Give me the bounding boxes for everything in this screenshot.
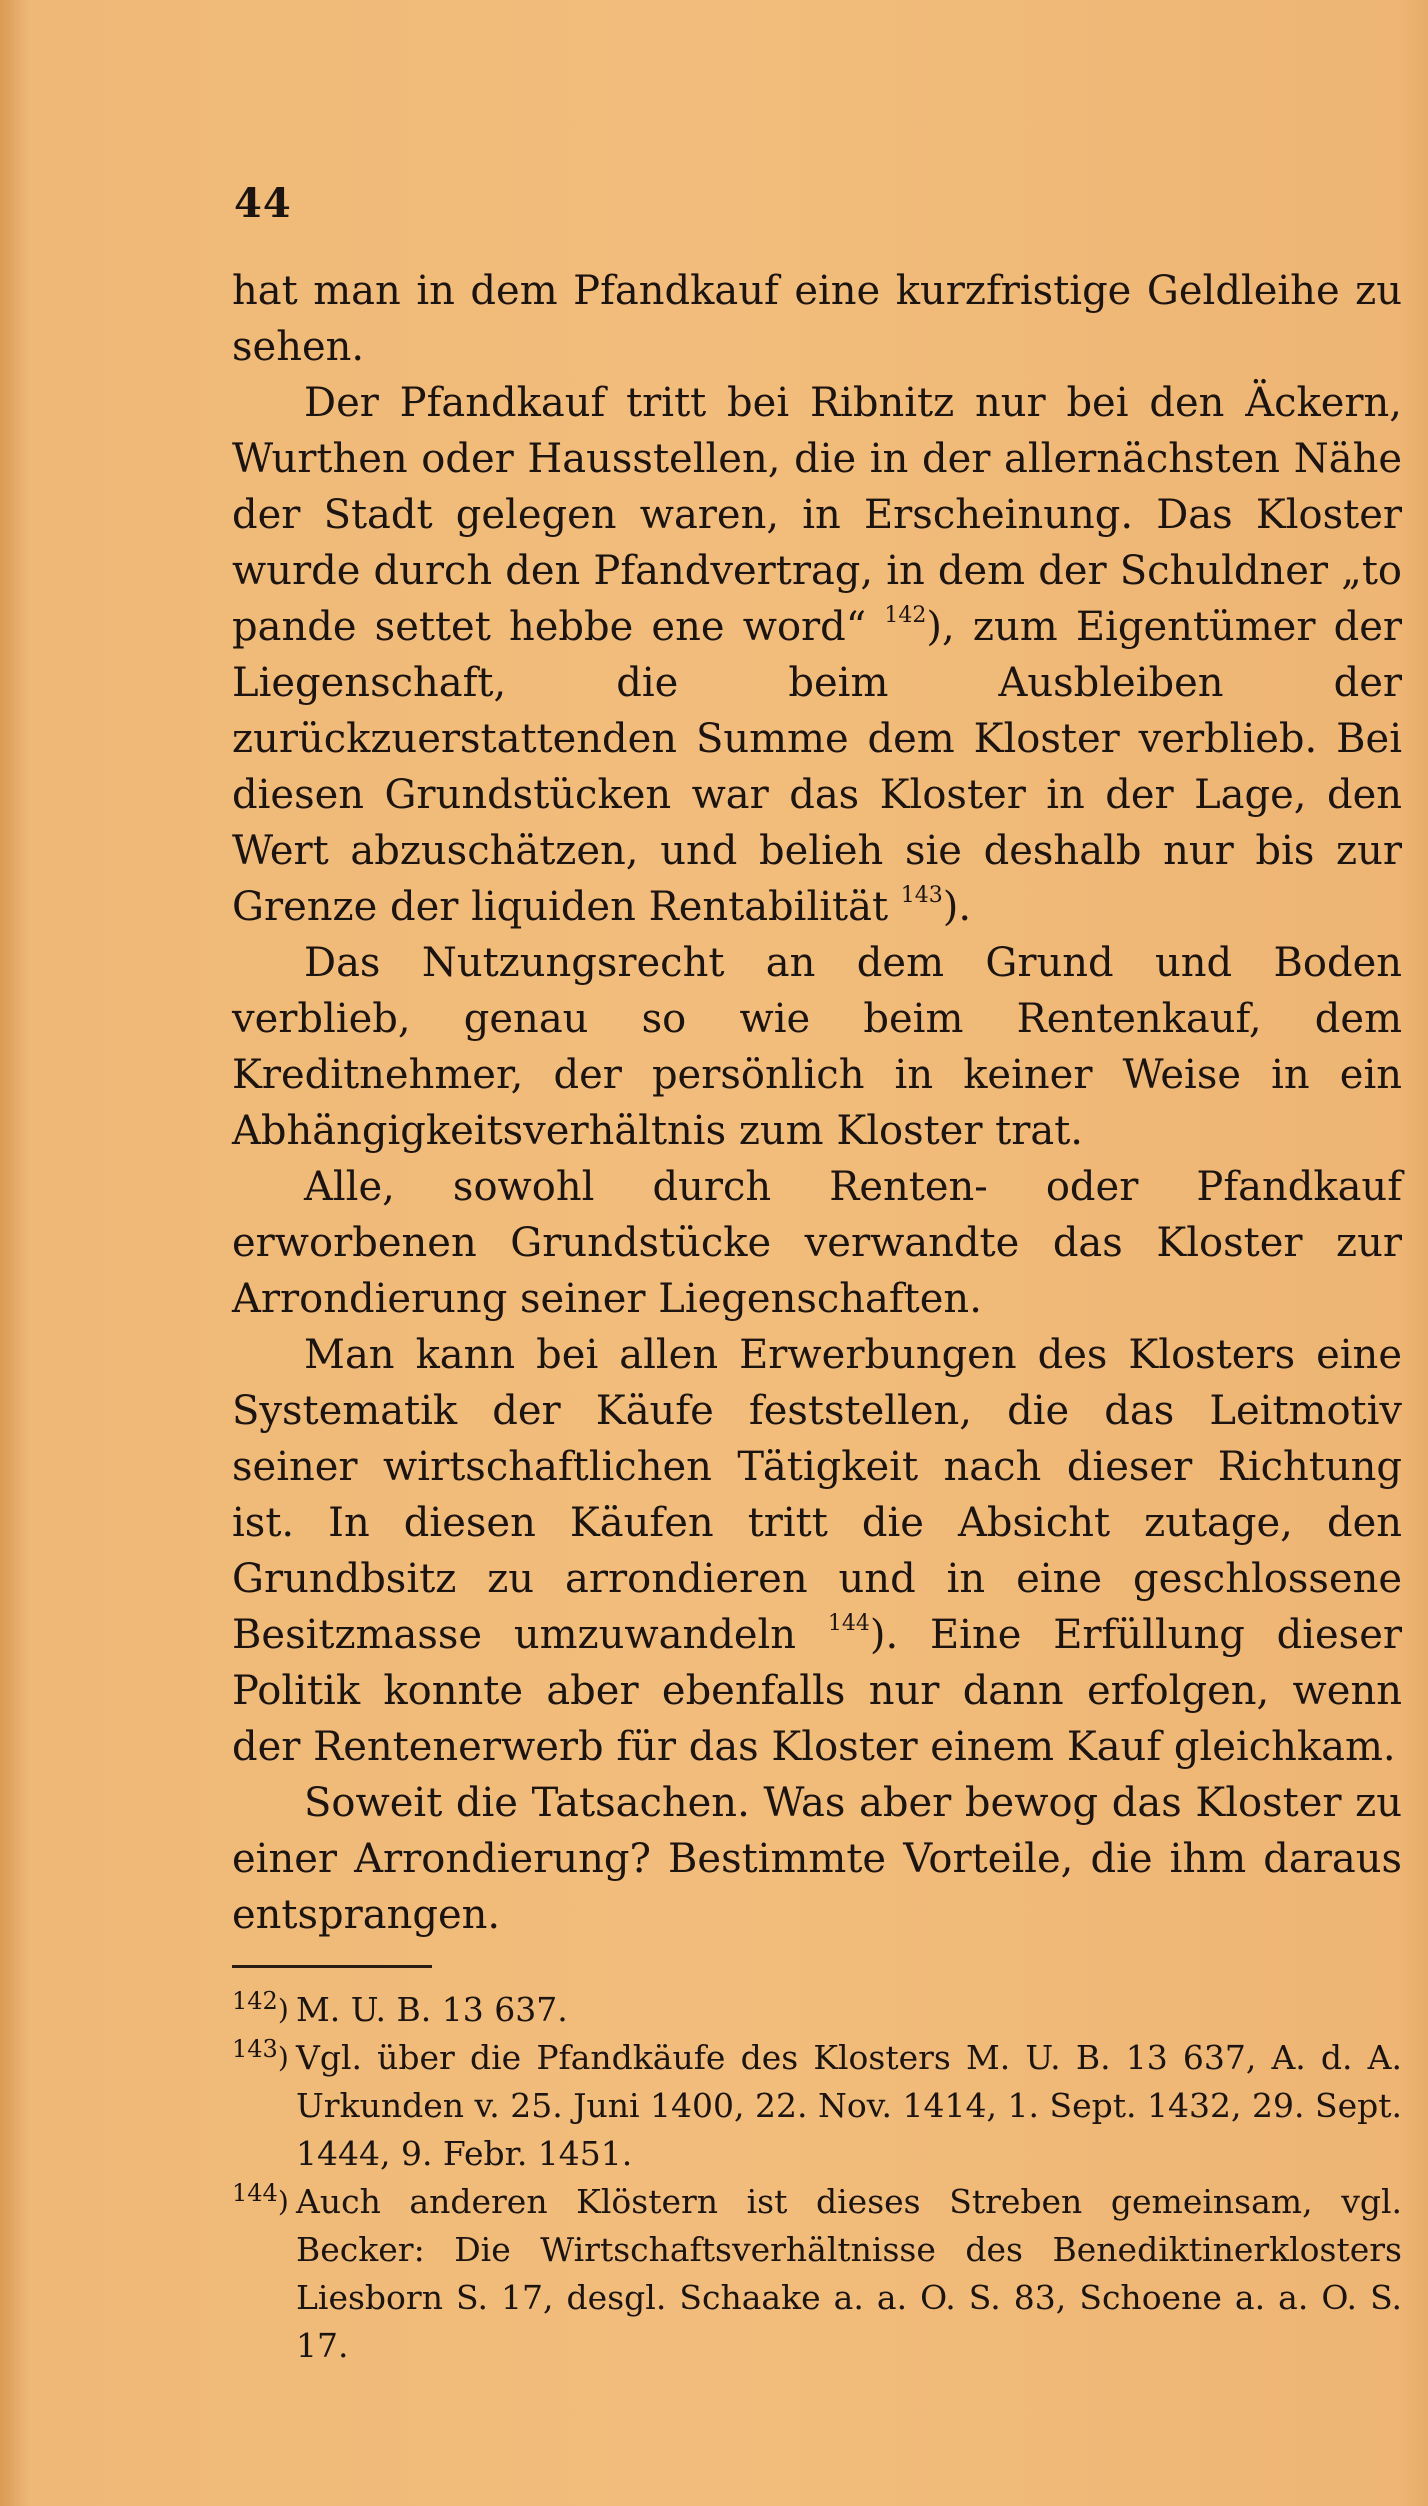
footnote-marker-number: 144: [232, 2179, 278, 2207]
footnote-ref-143[interactable]: 143: [900, 883, 943, 908]
paragraph-text: Der Pfandkauf tritt bei Ribnitz nur bei den Äckern, Wurthen oder Hausstellen, die in der allernächsten Nähe der Stadt gelegen waren, in Erscheinung. Das Kloster wurde durch den Pfandvertrag, in dem der Schuldner „to pande settet hebbe ene word“: [232, 380, 1402, 650]
paragraph-1: [232, 263, 1402, 375]
footnote-marker-number: 143: [232, 2035, 278, 2063]
footnote-text: Vgl. über die Pfandkäufe des Klosters M. U. B. 13 637, A. d. A. Urkunden v. 25. Juni 1400, 22. Nov. 1414, 1. Sept. 1432, 29. Sept. 1444, 9. Febr. 1451.: [296, 2038, 1402, 2173]
footnote-142: [232, 1986, 1402, 2034]
paragraph-text: hat man in dem Pfandkauf eine kurzfristige Geldleihe zu sehen.: [232, 268, 1402, 370]
footnote-marker: $^{143}$): [232, 2035, 289, 2074]
footnote-ref-144[interactable]: 144: [827, 1611, 870, 1636]
paragraph-5: [232, 1327, 1402, 1775]
footnote-text: Auch anderen Klöstern ist dieses Streben gemeinsam, vgl. Becker: Die Wirtschaftsverhältnisse des Benediktinerklosters Liesborn S. 17, desgl. Schaake a. a. O. S. 83, Schoene a. a. O. S. 17.: [296, 2182, 1402, 2365]
footnote-text: M. U. B. 13 637.: [296, 1990, 568, 2029]
paragraph-4: [232, 1159, 1402, 1327]
footnote-ref-142[interactable]: 142: [884, 603, 927, 628]
paragraph-3: [232, 935, 1402, 1159]
footnote-divider: [232, 1965, 432, 1968]
footnote-marker: $^{142}$): [232, 1987, 289, 2026]
paragraph-2: [232, 375, 1402, 935]
footnote-marker: $^{144}$): [232, 2179, 289, 2218]
book-page: [232, 180, 1402, 2370]
paragraph-6: [232, 1775, 1402, 1943]
footnote-marker-number: 142: [232, 1987, 278, 2015]
paragraph-text: Soweit die Tatsachen. Was aber bewog das Kloster zu einer Arrondierung? Bestimmte Vorteile, die ihm daraus entsprangen.: [232, 1780, 1402, 1938]
paragraph-text: ). Eine Erfüllung dieser Politik konnte aber ebenfalls nur dann erfolgen, wenn der Rentenerwerb für das Kloster einem Kauf gleichkam.: [232, 1612, 1402, 1770]
paragraph-text: Das Nutzungsrecht an dem Grund und Boden verblieb, genau so wie beim Rentenkauf, dem Kreditnehmer, der persönlich in keiner Weise in ein Abhängigkeitsverhältnis zum Kloster trat.: [232, 940, 1402, 1154]
footnote-144: [232, 2178, 1402, 2370]
paragraph-text: ).: [942, 884, 972, 930]
page-number: 44: [234, 180, 292, 227]
footnote-143: [232, 2034, 1402, 2178]
paragraph-text: Alle, sowohl durch Renten- oder Pfandkauf erworbenen Grundstücke verwandte das Kloster zur Arrondierung seiner Liegenschaften.: [232, 1164, 1402, 1322]
paragraph-text: ), zum Eigentümer der Liegenschaft, die beim Ausbleiben der zurückzuerstattenden Summe dem Kloster verblieb. Bei diesen Grundstücken war das Kloster in der Lage, den Wert abzuschätzen, und belieh sie deshalb nur bis zur Grenze der liquiden Rentabilität: [232, 604, 1403, 930]
paragraph-text: Man kann bei allen Erwerbungen des Klosters eine Systematik der Käufe feststellen, die das Leitmotiv seiner wirtschaftlichen Tätigkeit nach dieser Richtung ist. In diesen Käufen tritt die Absicht zutage, den Grundbsitz zu arrondieren und in eine geschlossene Besitzmasse umzuwandeln: [232, 1332, 1402, 1658]
